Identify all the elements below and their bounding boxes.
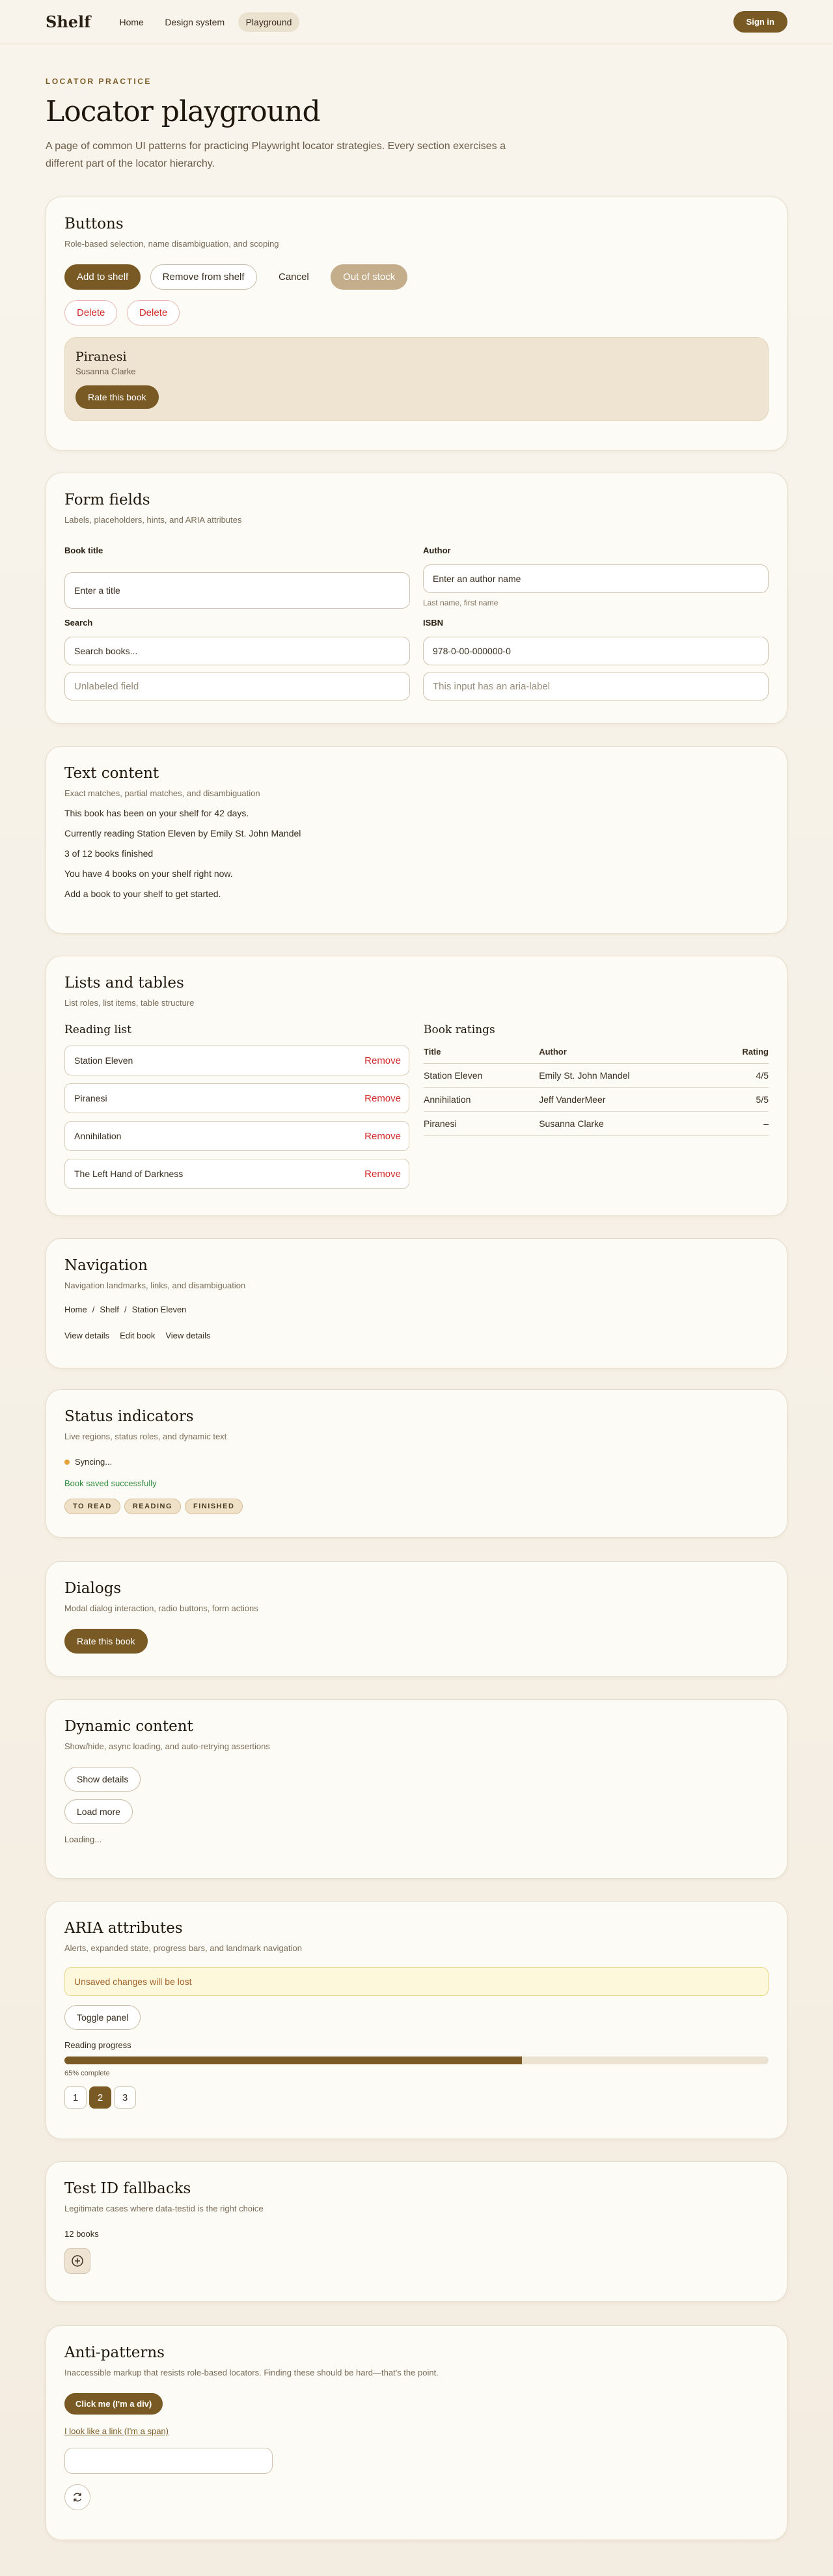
table-cell: Jeff VanderMeer [539,1088,717,1112]
section-subtitle: Show/hide, async loading, and auto-retrying assertions [64,1741,270,1751]
refresh-icon-button[interactable] [64,2484,90,2510]
search-input[interactable]: Search books... [64,637,410,665]
table-row [424,1088,769,1112]
lists-tables-section [46,956,787,1216]
unsaved-alert: Unsaved changes will be lost [64,1967,769,1996]
breadcrumb-home[interactable]: Home [64,1305,87,1314]
logo[interactable]: Shelf [46,12,91,31]
add-icon-button[interactable] [64,2248,90,2274]
section-subtitle: Role-based selection, name disambiguation, and scoping [64,239,279,249]
status-section [46,1389,787,1538]
reading-list-title: Reading list [64,1023,131,1036]
section-subtitle: Live regions, status roles, and dynamic text [64,1432,227,1441]
section-title: Test ID fallbacks [64,2180,191,2197]
breadcrumb-current: Station Eleven [131,1305,187,1314]
breadcrumb [64,1305,769,1314]
table-cell: Susanna Clarke [539,1112,717,1136]
load-more-button[interactable]: Load more [64,1799,133,1824]
table-header: Title [424,1040,539,1064]
isbn-label: ISBN [423,618,444,628]
book-count: 12 books [64,2229,99,2239]
dynamic-content-section [46,1699,787,1879]
nav-links [64,1330,769,1342]
reading-list [64,1023,409,1197]
section-title: Navigation [64,1257,148,1274]
isbn-input[interactable]: 978-0-00-000000-0 [423,637,769,665]
remove-button[interactable]: Remove [364,1092,401,1104]
sign-in-button[interactable]: Sign in [733,11,787,33]
nav-playground[interactable]: Playground [238,12,300,32]
list-item-title: Annihilation [74,1131,122,1141]
hero [46,77,514,173]
sync-text: Syncing... [75,1457,113,1467]
status-badge: FINISHED [185,1499,243,1514]
edit-book-link[interactable]: Edit book [120,1331,156,1340]
author-hint: Last name, first name [423,598,498,607]
text-line: This book has been on your shelf for 42 days. [64,808,249,818]
table-cell: Piranesi [424,1112,539,1136]
saved-message: Book saved successfully [64,1478,157,1488]
dialogs-section [46,1561,787,1677]
aria-section [46,1901,787,2139]
section-subtitle: Legitimate cases where data-testid is the right choice [64,2204,264,2213]
breadcrumb-separator: / [124,1305,127,1314]
cancel-button[interactable]: Cancel [266,264,321,290]
list-item-title: The Left Hand of Darkness [74,1169,184,1179]
div-button[interactable]: Click me (I'm a div) [64,2393,163,2415]
ratings-table-wrap [424,1023,769,1197]
aria-label-input[interactable]: This input has an aria-label [423,672,769,700]
section-title: Form fields [64,492,150,508]
nav-home[interactable]: Home [119,16,144,27]
page-2[interactable]: 2 [89,2086,111,2109]
page-1[interactable]: 1 [64,2086,87,2109]
table-header: Author [539,1040,717,1064]
section-title: Lists and tables [64,975,184,991]
section-subtitle: Inaccessible markup that resists role-based locators. Finding these should be hard—that's the point. [64,2368,439,2377]
table-cell: Annihilation [424,1088,539,1112]
list-item [64,1046,409,1075]
section-title: Buttons [64,215,124,232]
progress-fill [64,2057,522,2064]
book-title-label: Book title [64,546,103,555]
eyebrow: LOCATOR PRACTICE [46,77,152,86]
list-item [64,1083,409,1113]
navigation-section [46,1238,787,1368]
list-item-title: Piranesi [74,1093,107,1103]
section-title: Dynamic content [64,1718,193,1735]
table-cell: 4/5 [717,1064,769,1088]
text-line: 3 of 12 books finished [64,848,154,859]
author-label: Author [423,546,451,555]
view-details-link[interactable]: View details [64,1331,110,1340]
remove-from-shelf-button[interactable]: Remove from shelf [150,264,257,290]
delete-button[interactable]: Delete [64,300,117,325]
nav-design-system[interactable]: Design system [165,16,225,27]
page-lead: A page of common UI patterns for practicing Playwright locator strategies. Every section exercises a different part of the locator hierarchy. [46,141,506,169]
section-subtitle: Navigation landmarks, links, and disambiguation [64,1281,246,1290]
sync-dot-icon [64,1460,70,1465]
page-title: Locator playground [46,95,320,128]
book-title-input[interactable]: Enter a title [64,572,410,609]
ratings-title: Book ratings [424,1023,495,1036]
status-badge: READING [124,1499,181,1514]
rate-book-button[interactable]: Rate this book [64,1629,148,1654]
ratings-table [424,1040,769,1136]
table-cell: – [717,1112,769,1136]
section-subtitle: Labels, placeholders, hints, and ARIA attributes [64,515,242,525]
search-label: Search [64,618,93,628]
text-line: Add a book to your shelf to get started. [64,889,221,899]
plus-circle-icon [71,2254,84,2267]
add-to-shelf-button[interactable]: Add to shelf [64,264,141,290]
buttons-section [46,197,787,450]
rate-book-button[interactable]: Rate this book [75,385,159,409]
author-input[interactable]: Enter an author name [423,564,769,593]
section-title: ARIA attributes [64,1920,183,1937]
section-title: Anti-patterns [64,2344,165,2361]
breadcrumb-shelf[interactable]: Shelf [100,1305,119,1314]
book-title: Piranesi [75,350,127,364]
unlabeled-input[interactable]: Unlabeled field [64,672,410,700]
page-3[interactable]: 3 [114,2086,136,2109]
text-line: Currently reading Station Eleven by Emily St. John Mandel [64,828,301,838]
table-row [424,1112,769,1136]
book-card [64,337,769,421]
toggle-panel-button[interactable]: Toggle panel [64,2005,141,2030]
table-row [424,1064,769,1088]
refresh-icon [72,2491,83,2503]
main-nav [112,12,303,32]
delete-button[interactable]: Delete [127,300,180,325]
list-item-title: Station Eleven [74,1055,133,1066]
progress-label: Reading progress [64,2040,131,2050]
out-of-stock-button[interactable]: Out of stock [331,264,407,290]
book-author: Susanna Clarke [75,367,136,376]
test-id-section [46,2161,787,2302]
section-subtitle: Exact matches, partial matches, and disambiguation [64,788,260,798]
unlabeled-text-input[interactable] [64,2448,273,2474]
form-fields-section [46,473,787,724]
remove-button[interactable]: Remove [364,1168,401,1180]
section-title: Dialogs [64,1580,122,1597]
section-subtitle: Alerts, expanded state, progress bars, and landmark navigation [64,1943,302,1953]
section-subtitle: List roles, list items, table structure [64,998,195,1008]
site-header [0,0,833,44]
reading-progress-bar [64,2057,769,2064]
list-item [64,1159,409,1189]
sync-status [64,1457,769,1467]
table-cell: Emily St. John Mandel [539,1064,717,1088]
section-title: Text content [64,765,159,782]
anti-patterns-section [46,2325,787,2540]
show-details-button[interactable]: Show details [64,1767,141,1792]
pagination [64,2086,769,2109]
table-cell: Station Eleven [424,1064,539,1088]
view-details-link[interactable]: View details [165,1331,211,1340]
remove-button[interactable]: Remove [364,1055,401,1066]
section-title: Status indicators [64,1408,194,1425]
list-item [64,1121,409,1151]
table-cell: 5/5 [717,1088,769,1112]
section-subtitle: Modal dialog interaction, radio buttons, form actions [64,1603,258,1613]
text-content-section [46,746,787,934]
span-link[interactable]: I look like a link (I'm a span) [64,2426,169,2436]
table-header: Rating [717,1040,769,1064]
breadcrumb-separator: / [92,1305,95,1314]
status-badge: TO READ [64,1499,120,1514]
progress-text: 65% complete [64,2070,110,2077]
text-line: You have 4 books on your shelf right now. [64,868,233,879]
loading-text: Loading... [64,1835,102,1844]
remove-button[interactable]: Remove [364,1130,401,1142]
